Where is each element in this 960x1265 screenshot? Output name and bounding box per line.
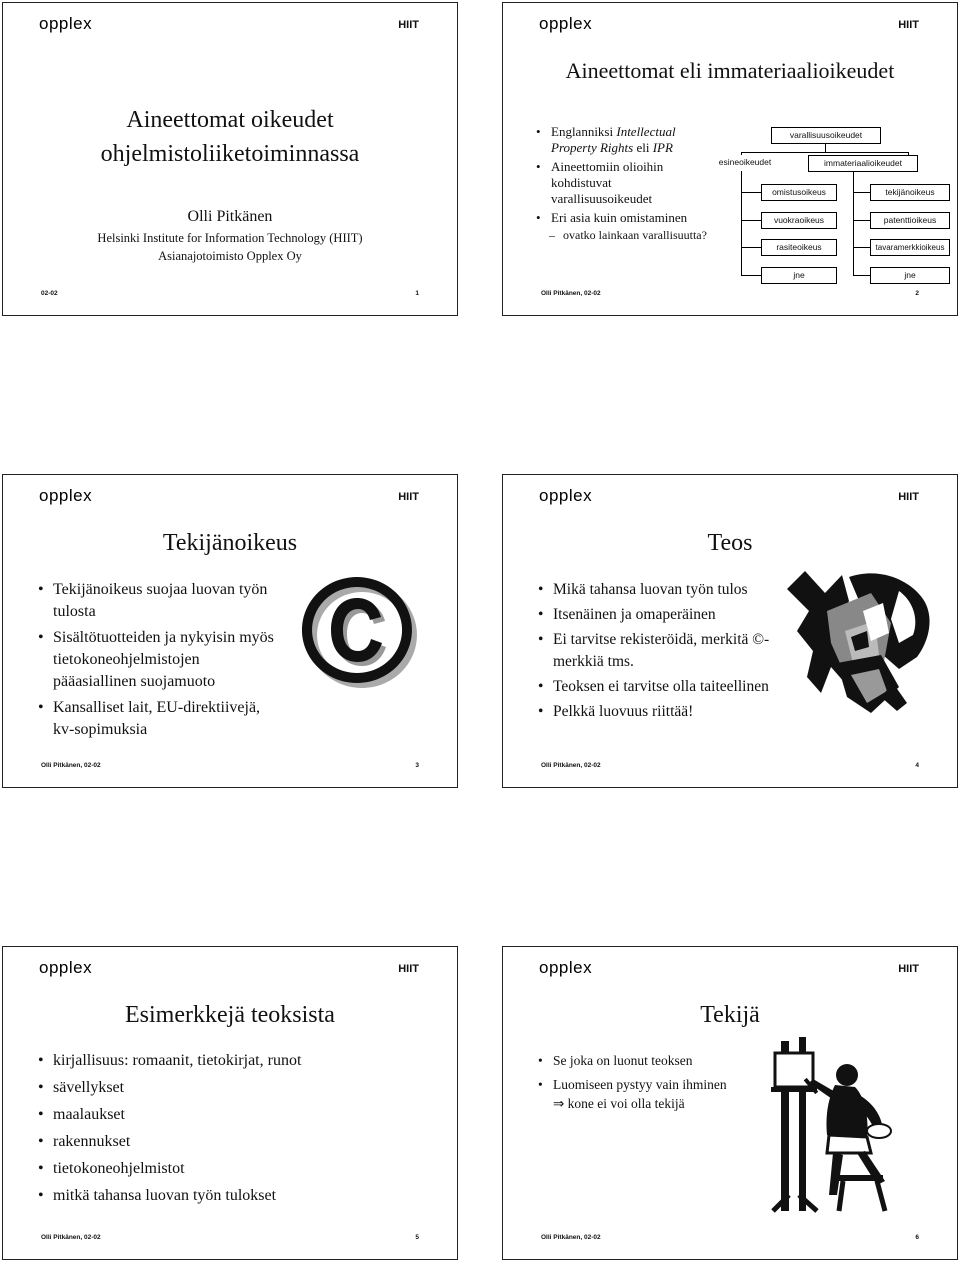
diagram-right-item: tavaramerkkioikeus xyxy=(870,239,950,256)
opplex-logo: opplex xyxy=(539,14,593,33)
slide-4 xyxy=(502,474,958,788)
slide-footer: 02-02 xyxy=(41,290,58,297)
bullet-list xyxy=(35,579,275,741)
bullet-item: • sävellykset xyxy=(35,1077,435,1099)
hiit-label: HIIT xyxy=(398,963,419,975)
bullet-item: • Englanniksi Intellectual Property Rights eli IPR xyxy=(533,124,713,156)
bullet-list xyxy=(35,1050,435,1207)
slide-6 xyxy=(502,946,958,1260)
hiit-label: HIIT xyxy=(898,963,919,975)
opplex-logo: opplex xyxy=(539,958,593,977)
diagram-left-item: omistusoikeus xyxy=(761,184,837,201)
slide-title: Esimerkkejä teoksista xyxy=(125,1002,335,1028)
slide-footer: Olli Pitkänen, 02-02 xyxy=(41,762,101,769)
bullet-item: • maalaukset xyxy=(35,1104,435,1126)
opplex-logo: opplex xyxy=(39,958,93,977)
slide-3 xyxy=(2,474,458,788)
diagram-left-item: jne xyxy=(761,267,837,284)
bullet-item: • rakennukset xyxy=(35,1131,435,1153)
hiit-label: HIIT xyxy=(898,491,919,503)
bullet-item: • Kansalliset lait, EU-direktiivejä, kv-sopimuksia xyxy=(35,697,275,741)
sub-bullet-item: – ovatko lainkaan varallisuutta? xyxy=(533,228,713,243)
slide-title: Tekijänoikeus xyxy=(162,530,298,556)
slide-title: Tekijä xyxy=(700,1002,760,1028)
bullet-item: • kirjallisuus: romaanit, tietokirjat, runot xyxy=(35,1050,435,1072)
slide-footer: Olli Pitkänen, 02-02 xyxy=(541,762,601,769)
affiliation-2: Asianajotoimisto Opplex Oy xyxy=(158,249,302,263)
bullet-item: • Ei tarvitse rekisteröidä, merkitä ©-merkkiä tms. xyxy=(535,629,785,673)
opplex-logo: opplex xyxy=(39,14,93,33)
diagram-right-item: patenttioikeus xyxy=(870,212,950,229)
title-line-1: Aineettomat oikeudet xyxy=(126,107,334,133)
slide-1 xyxy=(2,2,458,316)
hiit-label: HIIT xyxy=(398,491,419,503)
slide-title: Aineettomat eli immateriaalioikeudet xyxy=(565,58,895,83)
page-number: 4 xyxy=(915,762,919,769)
slide-footer: Olli Pitkänen, 02-02 xyxy=(41,1234,101,1241)
bullet-item: • Teoksen ei tarvitse olla taiteellinen xyxy=(535,676,785,698)
diagram-right-item: tekijänoikeus xyxy=(870,184,950,201)
page-number: 5 xyxy=(415,1234,419,1241)
bullet-item: • Itsenäinen ja omaperäinen xyxy=(535,604,785,626)
slide-5 xyxy=(2,946,458,1260)
hiit-label: HIIT xyxy=(898,19,919,31)
bullet-item: • Eri asia kuin omistaminen xyxy=(533,210,713,226)
diagram-node-left: esineoikeudet xyxy=(705,155,785,172)
author: Olli Pitkänen xyxy=(187,208,273,225)
bullet-item: • tietokoneohjelmistot xyxy=(35,1158,435,1180)
diagram-left-item: vuokraoikeus xyxy=(761,212,837,229)
title-line-2: ohjelmistoliiketoiminnassa xyxy=(100,141,360,167)
opplex-logo: opplex xyxy=(39,486,93,505)
bullet-item: • Mikä tahansa luovan työn tulos xyxy=(535,579,785,601)
slide-title: Teos xyxy=(707,530,753,556)
opplex-logo: opplex xyxy=(539,486,593,505)
diagram-left-item: rasiteoikeus xyxy=(761,239,837,256)
bullet-item: • Tekijänoikeus suojaa luovan työn tulosta xyxy=(35,579,275,623)
bullet-item: • Aineettomiin olioihin kohdistuvat varallisuusoikeudet xyxy=(533,159,713,207)
slide-footer: Olli Pitkänen, 02-02 xyxy=(541,1234,601,1241)
bullet-item: • Se joka on luonut teoksen xyxy=(535,1051,735,1070)
page-number: 3 xyxy=(415,762,419,769)
page-number: 6 xyxy=(915,1234,919,1241)
bullet-item: • mitkä tahansa luovan työn tulokset xyxy=(35,1185,435,1207)
affiliation-1: Helsinki Institute for Information Technology (HIIT) xyxy=(97,231,363,245)
bullet-item: • Sisältötuotteiden ja nykyisin myös tietokoneohjelmistojen pääasiallinen suojamuoto xyxy=(35,627,275,693)
bullet-list xyxy=(535,1051,735,1113)
bullet-list xyxy=(533,124,713,243)
slide-title xyxy=(3,103,457,171)
slide-2 xyxy=(502,2,958,316)
page-number: 2 xyxy=(915,290,919,297)
hiit-label: HIIT xyxy=(398,19,419,31)
slide-footer: Olli Pitkänen, 02-02 xyxy=(541,290,601,297)
page-number: 1 xyxy=(415,290,419,297)
bullet-item: • Pelkkä luovuus riittää! xyxy=(535,701,785,723)
diagram-root: varallisuusoikeudet xyxy=(771,127,881,144)
diagram-right-item: jne xyxy=(870,267,950,284)
diagram-node-right: immateriaalioikeudet xyxy=(808,155,918,172)
bullet-item: • Luomiseen pystyy vain ihminen ⇒ kone ei voi olla tekijä xyxy=(535,1075,735,1113)
painter-at-easel-icon xyxy=(765,1035,905,1215)
bullet-list xyxy=(535,579,785,723)
abstract-artwork-icon xyxy=(787,571,937,731)
copyright-symbol-icon xyxy=(297,573,427,693)
